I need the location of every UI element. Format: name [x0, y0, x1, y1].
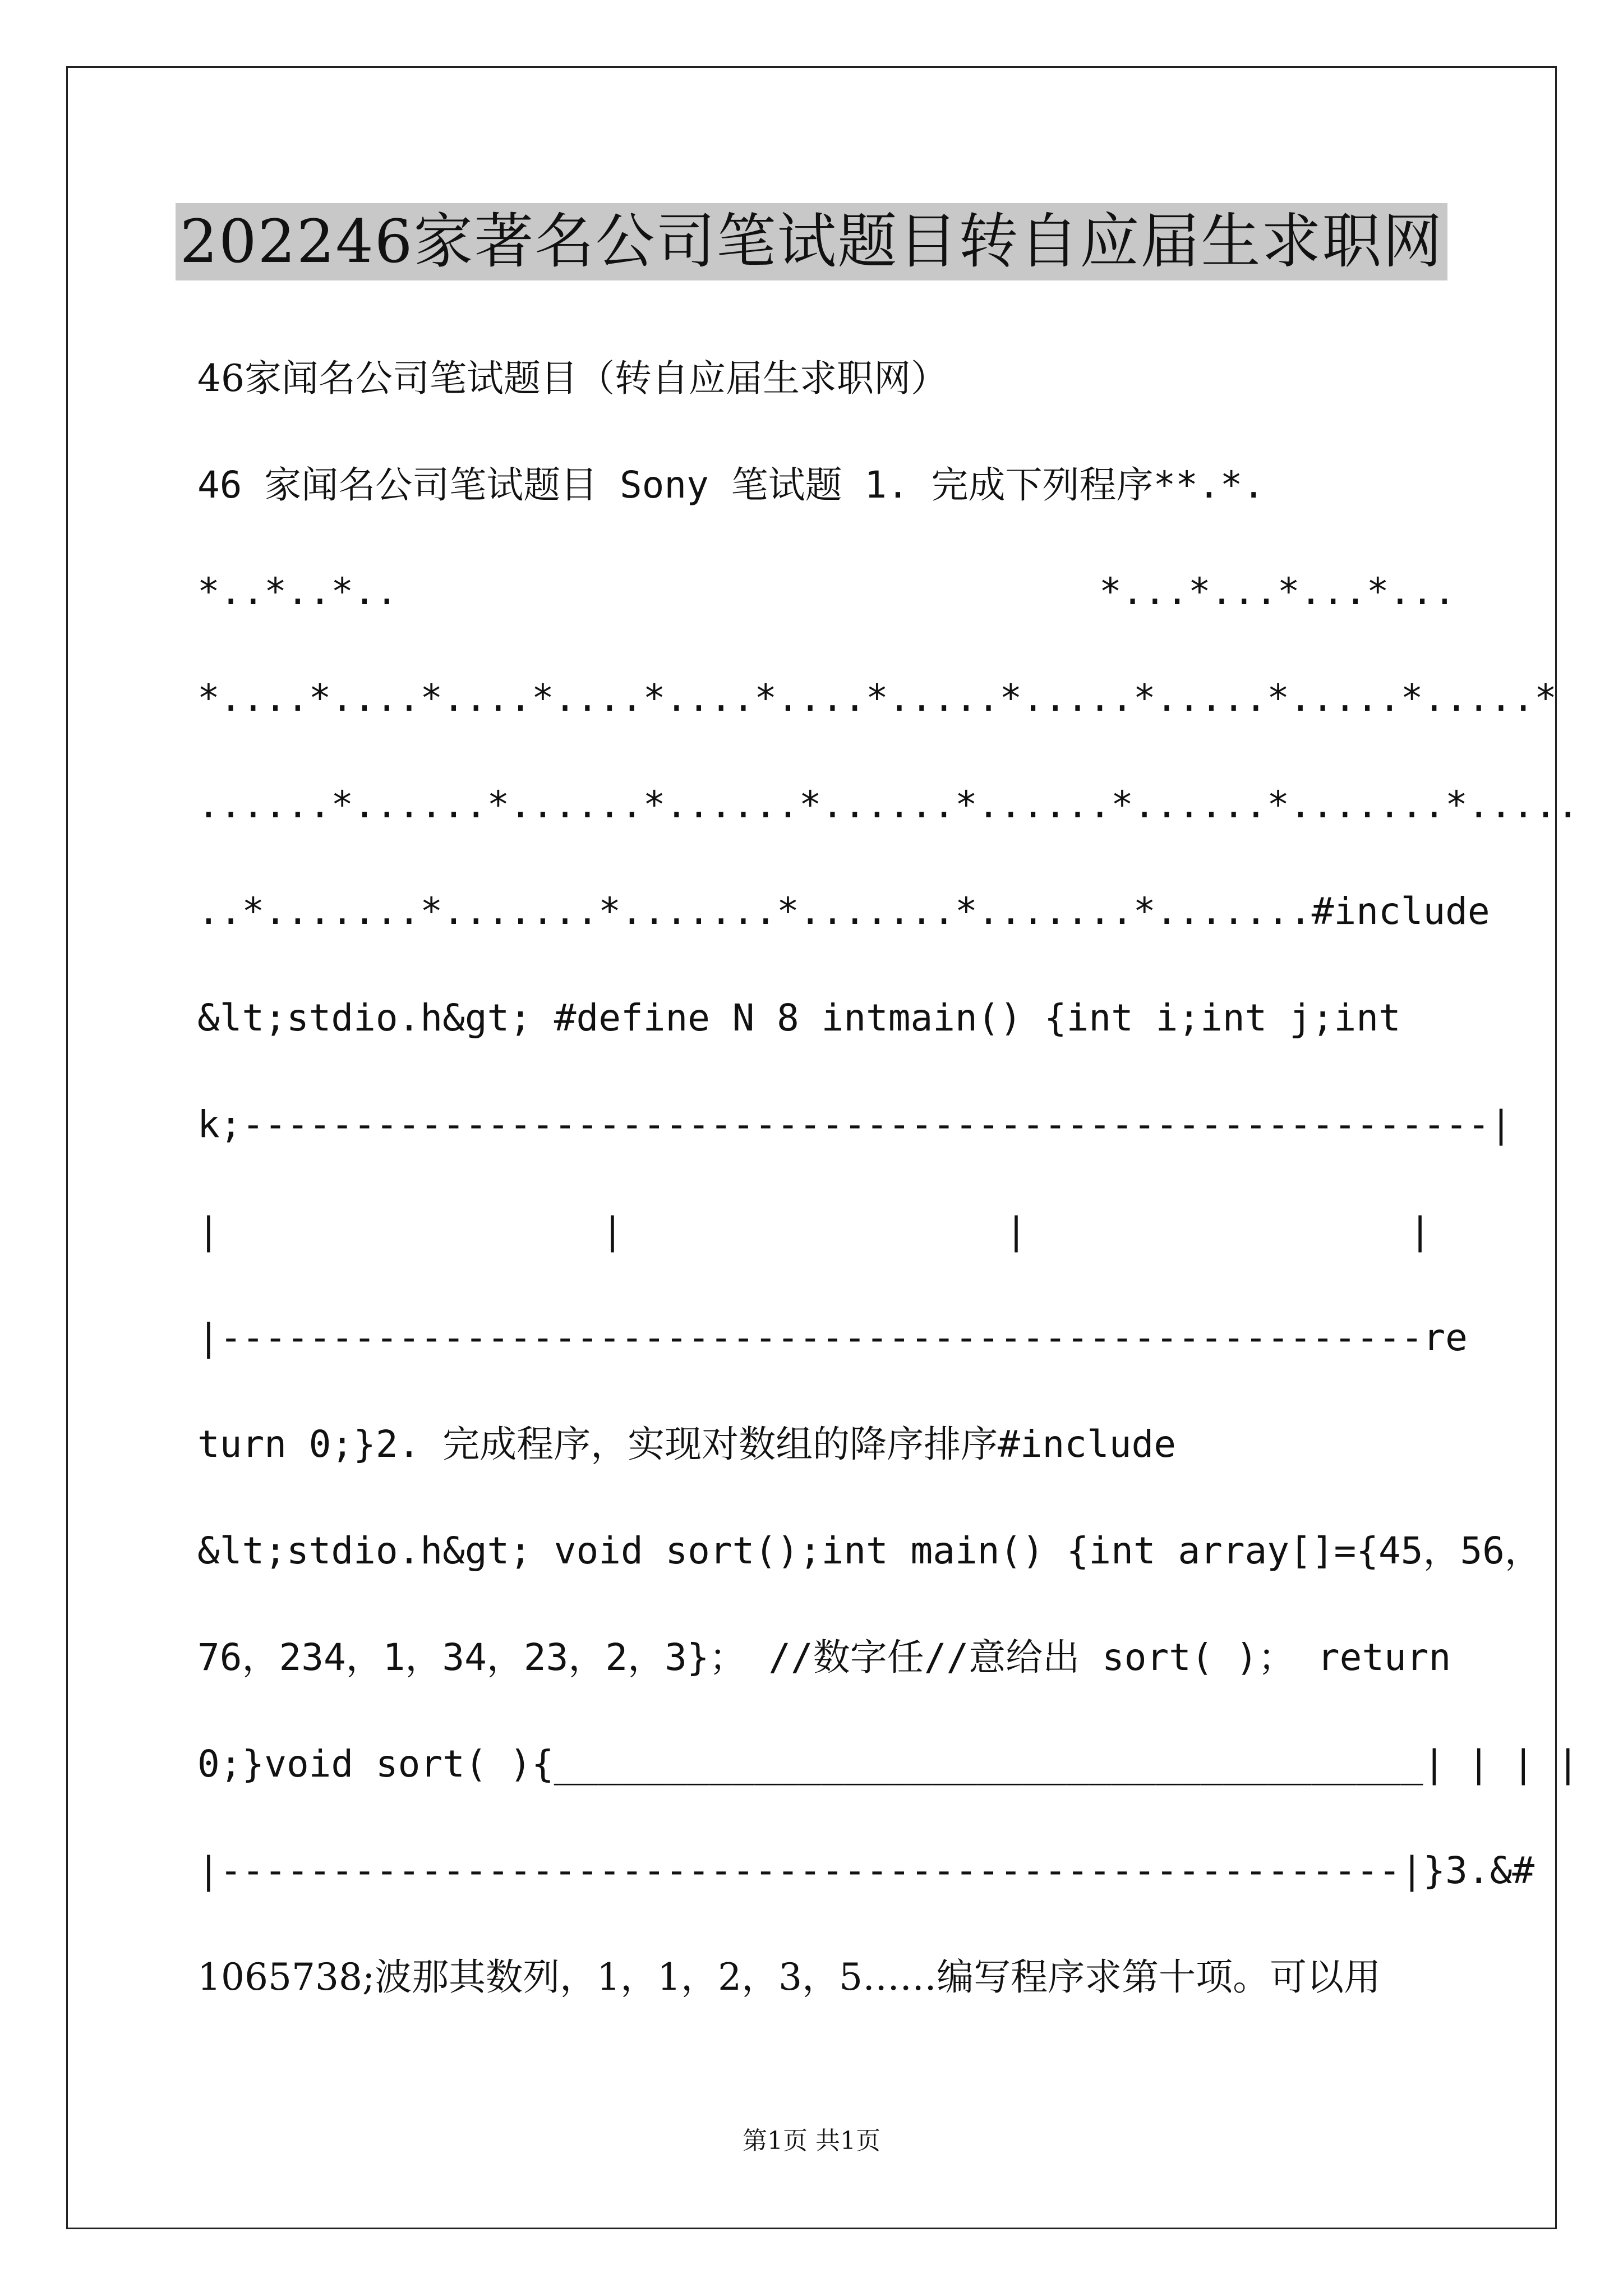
pipe-char: | [601, 1209, 624, 1253]
pipe-char: | [1409, 1209, 1431, 1253]
text-line: turn 0;}2. 完成程序，实现对数组的降序排序#include [197, 1423, 1176, 1466]
text-line: *..*..*.. [197, 570, 398, 613]
page-footer: 第1页 共1页 [743, 2127, 880, 2155]
pipe-char: | [1005, 1209, 1027, 1253]
text-line: *....*....*....*....*....*....*.....*.....*.....*.....*.....* [197, 677, 1557, 720]
text-line-content: 46 家闻名公司笔试题目 Sony 笔试题 1. 完成下列程序**.*. [197, 463, 1265, 507]
text-line: &lt;stdio.h&gt; void sort();int main() {int array[]={45，56， [197, 1529, 1542, 1572]
text-line: 46家闻名公司笔试题目（转自应届生求职网） [197, 357, 948, 400]
text-line: k;--------------------------------------------------------| [197, 1103, 1513, 1146]
text-line: 1065738;波那其数列，1，1，2，3，5……编写程序求第十项。可以用 [197, 1955, 1381, 1999]
text-line: &lt;stdio.h&gt; #define N 8 intmain() {int i;int j;int [197, 996, 1401, 1039]
text-line [197, 460, 1431, 510]
text-line [197, 1206, 1431, 1257]
document-title: 202246家著名公司笔试题目转自应届生求职网 [176, 203, 1448, 280]
text-line: *...*...*...*... [1099, 570, 1456, 613]
text-line: ......*......*......*......*......*......*......*.......*..... [197, 783, 1579, 826]
text-line: |-----------------------------------------------------|}3.&# [197, 1849, 1535, 1892]
text-line: |------------------------------------------------------re [197, 1316, 1468, 1359]
pipe-char: | [197, 1209, 220, 1253]
text-line: ..*.......*.......*.......*.......*.......*.......#include [197, 890, 1490, 933]
text-line: 76，234，1，34，23，2，3}； //数字任//意给出 sort( )； return [197, 1636, 1451, 1679]
title-wrap [0, 203, 1623, 280]
text-line: 0;}void sort( ){_______________________________________| | | | [197, 1742, 1579, 1786]
